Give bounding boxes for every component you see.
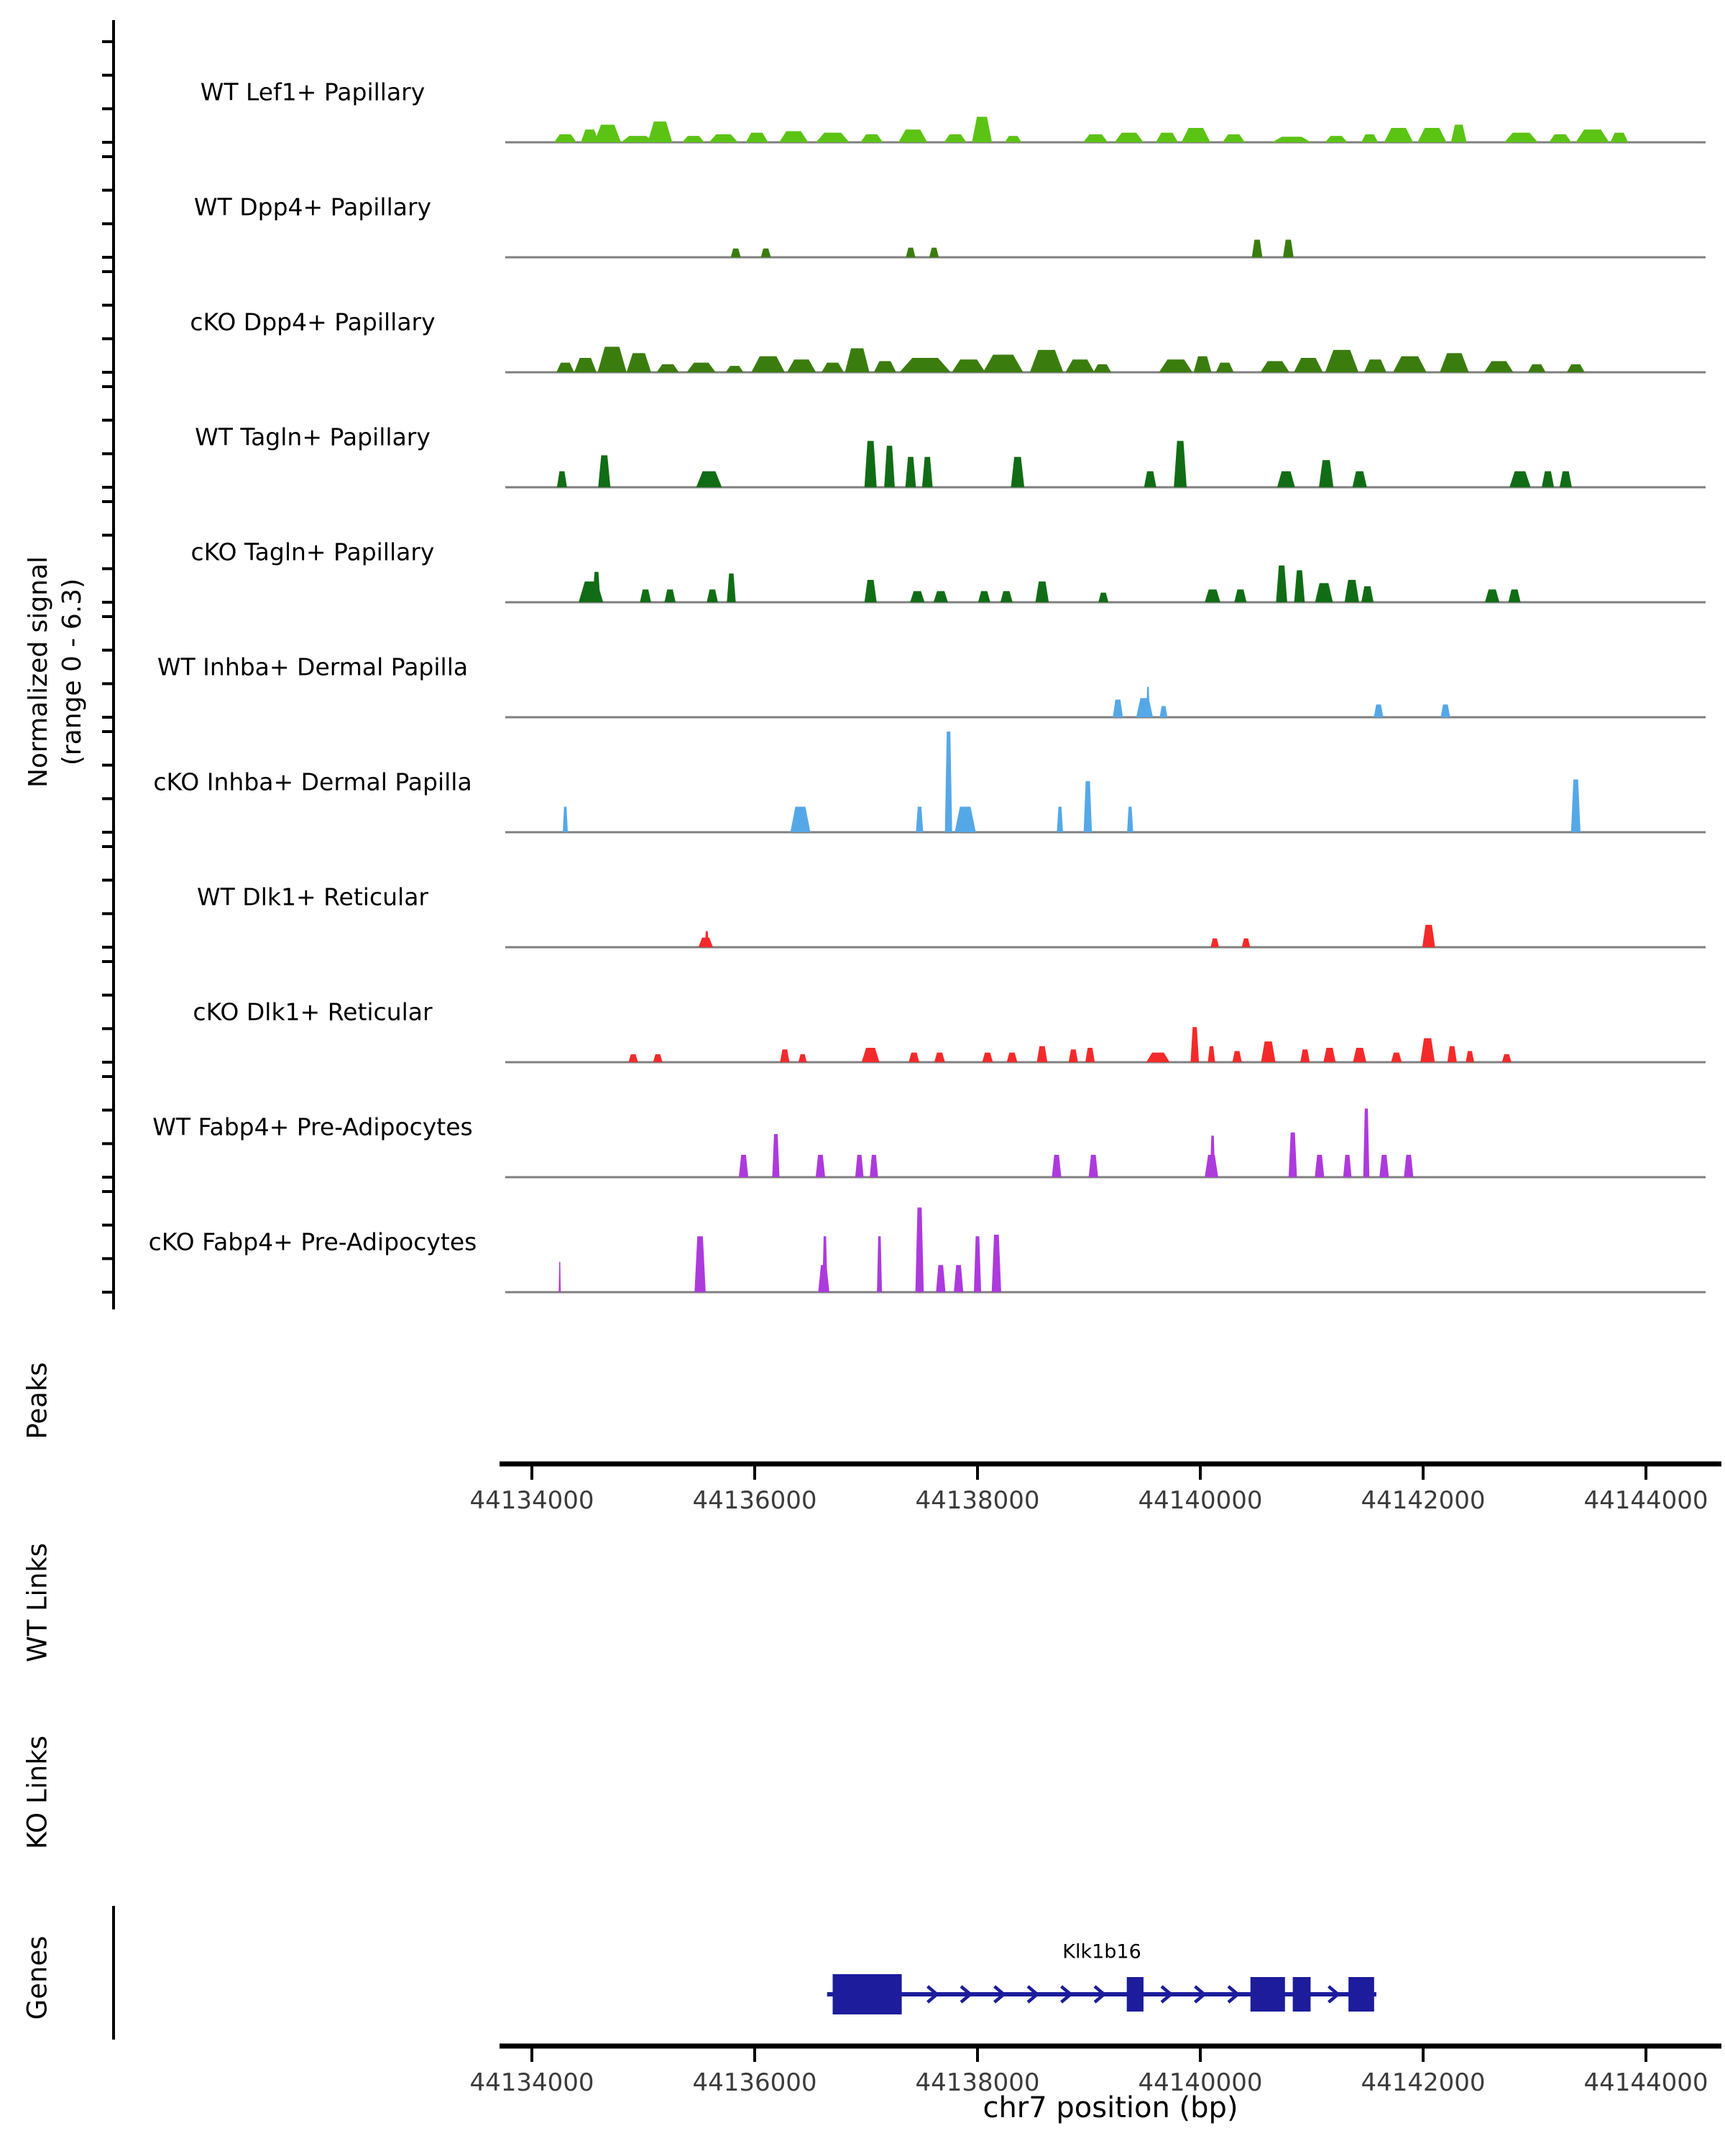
signal-peak bbox=[916, 806, 923, 832]
signal-peak bbox=[1364, 359, 1386, 372]
track-label: WT Tagln+ Papillary bbox=[195, 423, 431, 451]
signal-peak bbox=[1384, 128, 1413, 142]
signal-peak bbox=[574, 358, 597, 372]
signal-peak bbox=[779, 131, 808, 142]
signal-peak bbox=[1261, 1041, 1275, 1062]
signal-peak bbox=[874, 361, 896, 372]
track-label: WT Inhba+ Dermal Papilla bbox=[157, 653, 469, 681]
signal-peak bbox=[816, 1155, 825, 1177]
signal-peak bbox=[558, 1262, 561, 1292]
signal-peak bbox=[1115, 133, 1144, 142]
signal-peak bbox=[1509, 589, 1521, 602]
signal-peak bbox=[799, 1054, 807, 1062]
signal-peak bbox=[1440, 704, 1450, 717]
signal-peak bbox=[1363, 1108, 1370, 1177]
signal-peak bbox=[1233, 1051, 1242, 1062]
signal-peak bbox=[934, 1053, 945, 1062]
signal-peak bbox=[787, 359, 816, 372]
signal-peak bbox=[992, 1235, 1001, 1292]
signal-peak bbox=[945, 732, 952, 832]
signal-peak bbox=[751, 356, 785, 372]
signal-peak bbox=[1234, 589, 1246, 602]
signal-peak bbox=[816, 133, 850, 142]
section-label-wt-links: WT Links bbox=[22, 1543, 53, 1662]
gene-exon bbox=[1251, 1977, 1285, 2012]
signal-peak bbox=[1113, 700, 1123, 717]
signal-peak bbox=[908, 1053, 919, 1062]
signal-peak bbox=[1190, 1027, 1199, 1062]
signal-peak bbox=[983, 355, 1024, 372]
signal-peak bbox=[1560, 471, 1572, 487]
signal-peak bbox=[598, 456, 610, 487]
signal-peak bbox=[860, 134, 883, 142]
signal-peak bbox=[1030, 350, 1064, 372]
signal-peak bbox=[1146, 1053, 1170, 1062]
signal-peak bbox=[707, 589, 718, 602]
gene-exon bbox=[833, 1974, 902, 2014]
signal-peak bbox=[1159, 706, 1167, 717]
signal-peak bbox=[1502, 1054, 1512, 1062]
x-axis-tick-label: 44138000 bbox=[915, 2068, 1040, 2097]
gene-exon bbox=[1348, 1977, 1374, 2012]
signal-peak bbox=[865, 580, 877, 602]
signal-peak bbox=[1069, 1049, 1078, 1062]
signal-peak bbox=[1036, 581, 1049, 602]
signal-peak bbox=[898, 129, 927, 142]
signal-peak bbox=[1174, 441, 1187, 487]
signal-peak bbox=[1294, 358, 1322, 372]
signal-peak bbox=[870, 1155, 878, 1177]
signal-peak bbox=[1315, 583, 1333, 602]
signal-peak bbox=[772, 1134, 779, 1177]
signal-peak bbox=[936, 1265, 945, 1292]
signal-peak bbox=[1289, 1133, 1297, 1177]
signal-peak bbox=[1159, 359, 1193, 372]
signal-peak bbox=[1345, 580, 1359, 602]
track-label: cKO Fabp4+ Pre-Adipocytes bbox=[148, 1227, 477, 1256]
section-label-peaks: Peaks bbox=[22, 1362, 53, 1439]
signal-peak bbox=[1485, 589, 1499, 602]
signal-peak bbox=[906, 457, 916, 487]
signal-peak bbox=[1242, 939, 1251, 947]
signal-peak bbox=[664, 589, 676, 602]
signal-peak bbox=[1216, 363, 1234, 372]
signal-peak bbox=[1484, 361, 1513, 372]
track-label: cKO Dpp4+ Papillary bbox=[190, 308, 436, 336]
signal-peak bbox=[1528, 364, 1546, 372]
signal-peak bbox=[597, 346, 626, 372]
x-axis-tick-label: 44134000 bbox=[469, 2068, 594, 2097]
signal-peak bbox=[1404, 1155, 1413, 1177]
signal-peak bbox=[922, 457, 933, 487]
signal-peak bbox=[1210, 939, 1219, 947]
signal-peak bbox=[1353, 471, 1367, 487]
signal-peak bbox=[822, 363, 844, 372]
signal-peak bbox=[884, 446, 895, 487]
signal-peak bbox=[906, 248, 915, 257]
section-label-ko-links: KO Links bbox=[22, 1735, 53, 1850]
signal-peak bbox=[1283, 240, 1294, 257]
signal-peak bbox=[682, 136, 704, 142]
signal-peak bbox=[563, 806, 568, 832]
signal-peak bbox=[1252, 240, 1263, 257]
signal-peak bbox=[954, 806, 975, 832]
signal-peak bbox=[791, 806, 811, 832]
signal-peak bbox=[726, 366, 744, 372]
gene-exon bbox=[1127, 1977, 1144, 2012]
signal-peak bbox=[1549, 134, 1571, 142]
signal-peak bbox=[1037, 1046, 1048, 1062]
signal-peak bbox=[1319, 460, 1333, 487]
signal-peak bbox=[877, 1236, 882, 1292]
signal-peak bbox=[739, 1155, 748, 1177]
signal-peak bbox=[1146, 687, 1150, 717]
signal-peak bbox=[900, 358, 951, 372]
signal-peak bbox=[557, 471, 567, 487]
signal-peak bbox=[952, 359, 985, 372]
x-axis-tick-label: 44144000 bbox=[1583, 1486, 1708, 1515]
signal-peak bbox=[1294, 571, 1305, 602]
signal-peak bbox=[1085, 1048, 1095, 1062]
signal-peak bbox=[1504, 133, 1538, 142]
signal-peak bbox=[1007, 1053, 1018, 1062]
x-axis-tick-label: 44142000 bbox=[1361, 2068, 1486, 2097]
signal-peak bbox=[822, 1236, 827, 1292]
x-axis-tick-label: 44134000 bbox=[469, 1486, 594, 1515]
x-axis-tick-label: 44136000 bbox=[692, 2068, 817, 2097]
signal-peak bbox=[640, 589, 651, 602]
signal-peak bbox=[1261, 361, 1289, 372]
signal-peak bbox=[1272, 137, 1311, 142]
x-axis-tick-label: 44140000 bbox=[1138, 1486, 1263, 1515]
signal-peak bbox=[1325, 136, 1348, 142]
signal-peak bbox=[1451, 125, 1467, 142]
signal-peak bbox=[554, 134, 576, 142]
signal-peak bbox=[594, 125, 621, 142]
track-label: cKO Inhba+ Dermal Papilla bbox=[153, 768, 472, 796]
signal-peak bbox=[1127, 806, 1133, 832]
signal-peak bbox=[1136, 698, 1153, 717]
signal-peak bbox=[1567, 364, 1585, 372]
signal-peak bbox=[705, 931, 709, 947]
signal-peak bbox=[1353, 1048, 1366, 1062]
x-axis-tick-label: 44136000 bbox=[692, 1486, 817, 1515]
signal-peak bbox=[653, 1054, 663, 1062]
signal-peak bbox=[694, 1236, 706, 1292]
signal-peak bbox=[1089, 1155, 1098, 1177]
signal-peak bbox=[934, 591, 948, 602]
signal-peak bbox=[862, 1048, 880, 1062]
signal-peak bbox=[1610, 133, 1628, 142]
signal-peak bbox=[1057, 806, 1063, 832]
signal-peak bbox=[1542, 471, 1554, 487]
signal-peak bbox=[780, 1049, 789, 1062]
signal-peak bbox=[1205, 589, 1220, 602]
signal-peak bbox=[1093, 364, 1111, 372]
signal-peak bbox=[1420, 1038, 1435, 1062]
signal-peak bbox=[1011, 457, 1025, 487]
x-axis-tick-label: 44140000 bbox=[1138, 2068, 1263, 2097]
signal-peak bbox=[1374, 704, 1383, 717]
signal-peak bbox=[1065, 359, 1094, 372]
signal-peak bbox=[1208, 1046, 1215, 1062]
x-axis-tick-label: 44138000 bbox=[915, 1486, 1040, 1515]
y-axis-label bbox=[22, 556, 90, 788]
signal-peak bbox=[974, 1236, 981, 1292]
signal-peak bbox=[910, 591, 924, 602]
track-label: cKO Tagln+ Papillary bbox=[190, 538, 435, 566]
signal-peak bbox=[1576, 129, 1609, 142]
signal-peak bbox=[1210, 1135, 1215, 1177]
signal-peak bbox=[1422, 925, 1435, 947]
signal-peak bbox=[1005, 136, 1021, 142]
signal-peak bbox=[746, 133, 768, 142]
signal-peak bbox=[1571, 780, 1581, 832]
signal-peak bbox=[1466, 1051, 1474, 1062]
signal-peak bbox=[855, 1155, 864, 1177]
signal-peak bbox=[978, 591, 990, 602]
signal-peak bbox=[556, 363, 574, 372]
y-axis-label-line2: (range 0 - 6.3) bbox=[58, 578, 87, 766]
signal-peak bbox=[1156, 133, 1178, 142]
track-label: WT Fabp4+ Pre-Adipocytes bbox=[152, 1112, 473, 1141]
signal-peak bbox=[1223, 134, 1245, 142]
signal-peak bbox=[1448, 1046, 1457, 1062]
signal-peak bbox=[1000, 591, 1013, 602]
signal-peak bbox=[709, 134, 737, 142]
signal-peak bbox=[686, 363, 715, 372]
signal-peak bbox=[627, 353, 651, 372]
signal-peak bbox=[761, 249, 771, 257]
gene-exon bbox=[1293, 1977, 1311, 2012]
x-axis-tick-label: 44144000 bbox=[1583, 2068, 1708, 2097]
signal-peak bbox=[929, 248, 939, 257]
signal-peak bbox=[1194, 356, 1212, 372]
signal-peak bbox=[1315, 1155, 1324, 1177]
signal-peak bbox=[1182, 128, 1210, 142]
track-label: WT Dpp4+ Papillary bbox=[193, 193, 432, 221]
signal-peak bbox=[1276, 566, 1287, 602]
y-axis-label-line1: Normalized signal bbox=[24, 556, 54, 788]
signal-peak bbox=[916, 1207, 924, 1292]
signal-peak bbox=[1098, 593, 1108, 602]
track-label: cKO Dlk1+ Reticular bbox=[193, 998, 433, 1026]
signal-peak bbox=[865, 441, 877, 487]
signal-peak bbox=[696, 471, 722, 487]
signal-peak bbox=[1084, 781, 1092, 832]
signal-peak bbox=[1325, 350, 1359, 372]
signal-peak bbox=[648, 121, 672, 142]
signal-peak bbox=[1509, 471, 1530, 487]
x-axis-title: chr7 position (bp) bbox=[983, 2091, 1238, 2124]
signal-peak bbox=[944, 134, 967, 142]
signal-peak bbox=[983, 1053, 993, 1062]
signal-peak bbox=[1379, 1155, 1389, 1177]
signal-peak bbox=[628, 1054, 638, 1062]
signal-peak bbox=[731, 249, 741, 257]
signal-peak bbox=[1277, 471, 1295, 487]
signal-peak bbox=[1300, 1049, 1310, 1062]
signal-peak bbox=[1361, 134, 1378, 142]
section-label-genes: Genes bbox=[22, 1935, 53, 2020]
signal-peak bbox=[1343, 1155, 1352, 1177]
gene-name-label: Klk1b16 bbox=[1062, 1940, 1141, 1963]
signal-peak bbox=[972, 116, 992, 142]
signal-peak bbox=[1440, 353, 1468, 372]
signal-peak bbox=[954, 1265, 963, 1292]
signal-peak bbox=[657, 364, 679, 372]
signal-peak bbox=[1361, 586, 1374, 602]
signal-peak bbox=[1144, 471, 1156, 487]
x-axis-tick-label: 44142000 bbox=[1361, 1486, 1486, 1515]
signal-peak bbox=[592, 572, 600, 602]
signal-peak bbox=[727, 573, 735, 602]
signal-peak bbox=[1052, 1155, 1061, 1177]
signal-peak bbox=[1323, 1048, 1335, 1062]
signal-peak bbox=[845, 349, 870, 372]
track-label: WT Dlk1+ Reticular bbox=[197, 883, 428, 911]
signal-peak bbox=[1391, 1053, 1402, 1062]
signal-peak bbox=[1393, 356, 1427, 372]
track-label: WT Lef1+ Papillary bbox=[200, 78, 426, 106]
signal-peak bbox=[1417, 128, 1446, 142]
signal-peak bbox=[1083, 134, 1108, 142]
